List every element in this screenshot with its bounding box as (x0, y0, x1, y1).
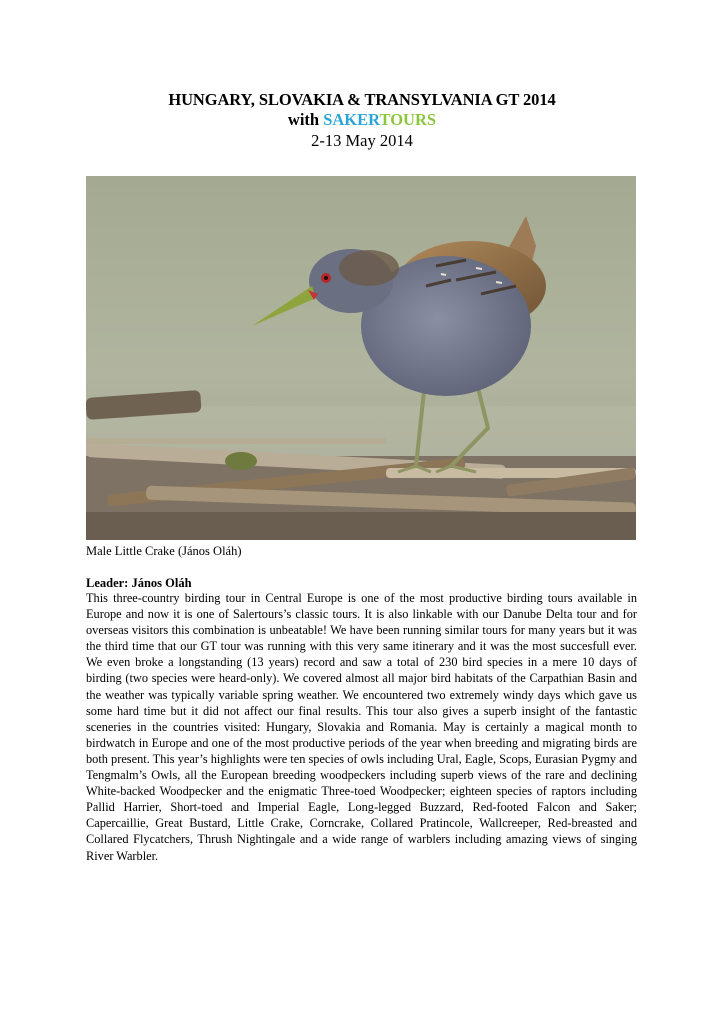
with-label: with (287, 110, 324, 129)
bird-photo-illustration (86, 176, 636, 540)
brand-name-saker: SAKER (323, 110, 380, 129)
brand-name-tours: TOURS (379, 110, 437, 129)
tour-leader: Leader: János Oláh (86, 576, 192, 590)
photo-caption: Male Little Crake (János Oláh) (86, 544, 242, 558)
tour-operator-line (0, 110, 724, 130)
little-crake-photo (86, 176, 636, 540)
tour-dates: 2-13 May 2014 (311, 131, 413, 150)
tour-title: HUNGARY, SLOVAKIA & TRANSYLVANIA GT 2014 (168, 90, 556, 109)
title-block (0, 90, 724, 152)
tour-summary-paragraph: This three-country birding tour in Central Europe is one of the most productive birding tours available in Europe and now it is one of Salertours’s classic tours. It is also linkable with our Danube Delta tour and for overseas visitors this combination is unbeatable! We have been running similar tours for many years but it was the third time that our GT tour was running with this very same itinerary and it was the most succesfull ever. We even broke a longstanding (13 years) record and saw a total of 230 bird species in a mere 10 days of birding (two species were heard-only). We covered almost all major bird habitats of the Carpathian Basin and the weather was typically variable spring weather. We encountered two extremely windy days which gave us some hard time but it did not affect our final results. This tour also gives a superb insight of the fantastic sceneries in the countries visited: Hungary, Slovakia and Romania. May is certainly a magical month to birdwatch in Europe and one of the most productive periods of the year when breeding and migrating birds are both present. This year’s highlights were ten species of owls including Ural, Eagle, Scops, Eurasian Pygmy and Tengmalm’s Owls, all the European breeding woodpeckers including superb views of the rare and declining White-backed Woodpecker and the enigmatic Three-toed Woodpecker; eighteen species of raptors including Pallid Harrier, Short-toed and Imperial Eagle, Long-legged Buzzard, Red-footed Falcon and Saker; Capercaillie, Great Bustard, Little Crake, Corncrake, Collared Pratincole, Wallcreeper, Red-breasted and Collared Flycatchers, Thrush Nightingale and a wide range of warblers including amazing views of singing River Warbler. (86, 591, 637, 863)
